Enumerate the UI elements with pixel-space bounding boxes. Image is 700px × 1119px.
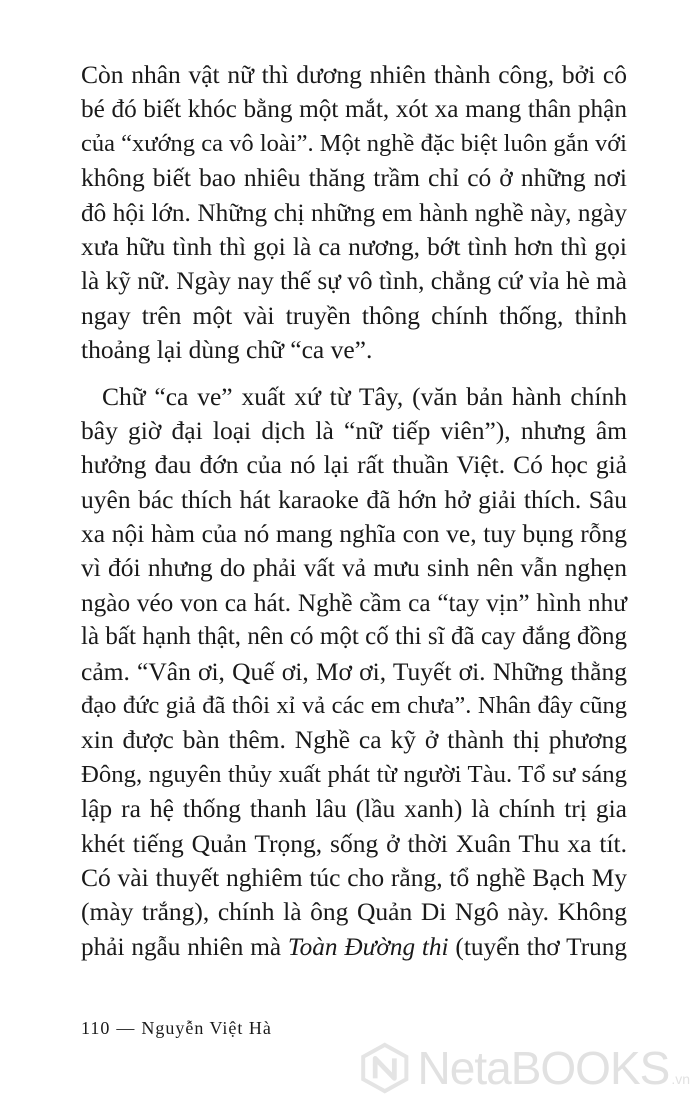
text-line: vì đói nhưng do phải vất vả mưu sinh nên vẫn nghẹn <box>81 553 627 583</box>
italic-book-title: Toàn Đường thi <box>287 932 449 961</box>
text-run: (tuyển thơ Trung <box>448 932 627 961</box>
text-line: ngào véo von ca hát. Nghề cầm ca “tay vịn” hình như <box>81 588 627 617</box>
text-line: xa nội hàm của nó mang nghĩa con ve, tuy bụng rỗng <box>81 519 627 549</box>
paragraph-1 <box>81 58 627 368</box>
text-line: đô hội lớn. Những chị những em hành nghề này, ngày <box>81 198 627 227</box>
text-line: cảm. “Vân ơi, Quế ơi, Mơ ơi, Tuyết ơi. Những thằng <box>81 656 627 686</box>
page-number: 110 <box>81 1018 111 1038</box>
author-name: Nguyễn Việt Hà <box>141 1018 272 1038</box>
text-line-final <box>81 930 627 964</box>
text-line: khét tiếng Quản Trọng, sống ở thời Xuân Thu xa tít. <box>81 828 627 858</box>
text-line: Có vài thuyết nghiêm túc cho rằng, tổ nghề Bạch My <box>81 862 627 892</box>
book-page-body <box>81 58 627 964</box>
paragraph-2 <box>81 380 627 965</box>
text-line: đạo đức giả đã thôi xỉ vả các em chưa”. Nhân đây cũng <box>81 692 627 720</box>
watermark <box>360 1028 690 1108</box>
paragraph-spacer <box>81 368 627 380</box>
text-line: lập ra hệ thống thanh lâu (lầu xanh) là chính trị gia <box>81 794 627 824</box>
text-line: ngay trên một vài truyền thông chính thống, thỉnh <box>81 300 627 330</box>
text-line: uyên bác thích hát karaoke đã hớn hở giải thích. Sâu <box>81 484 627 514</box>
text-line: hưởng đau đớn của nó lại rất thuần Việt. Có học giả <box>81 450 627 480</box>
text-line: Còn nhân vật nữ thì dương nhiên thành công, bởi cô <box>81 60 627 89</box>
text-line: xưa hữu tình thì gọi là ca nương, bớt tình hơn thì gọi <box>81 231 627 261</box>
text-line: (mày trắng), chính là ông Quản Di Ngô này. Không <box>81 897 627 927</box>
text-line: Chữ “ca ve” xuất xứ từ Tây, (văn bản hành chính <box>102 381 627 411</box>
footer-dash: — <box>116 1018 136 1038</box>
watermark-domain-suffix: .vn <box>671 1071 690 1087</box>
watermark-brand-name: NetaBOOKS <box>417 1042 670 1094</box>
text-line: Đông, nguyên thủy xuất phát từ người Tàu. Tổ sư sáng <box>81 760 627 788</box>
text-line: là bất hạnh thật, nên có một cố thi sĩ đã cay đắng đồng <box>81 623 627 651</box>
netabooks-logo-icon <box>360 1037 410 1099</box>
text-line: là kỹ nữ. Ngày nay thế sự vô tình, chẳng cứ vỉa hè mà <box>81 267 627 296</box>
watermark-brand <box>418 1041 690 1095</box>
text-line: xin được bàn thêm. Nghề ca kỹ ở thành thị phương <box>81 725 627 755</box>
text-line: bây giờ đại loại dịch là “nữ tiếp viên”), nhưng âm <box>81 415 627 445</box>
text-run: phải ngẫu nhiên mà <box>81 932 288 961</box>
text-line: không biết bao nhiêu thăng trầm chỉ có ở những nơi <box>81 163 627 193</box>
text-line: của “xướng ca vô loài”. Một nghề đặc biệt luôn gắn với <box>81 129 627 157</box>
text-line: bé đó biết khóc bằng một mắt, xót xa mang thân phận <box>81 95 627 124</box>
text-line: thoảng lại dùng chữ “ca ve”. <box>81 335 373 365</box>
page-footer <box>81 1018 272 1039</box>
